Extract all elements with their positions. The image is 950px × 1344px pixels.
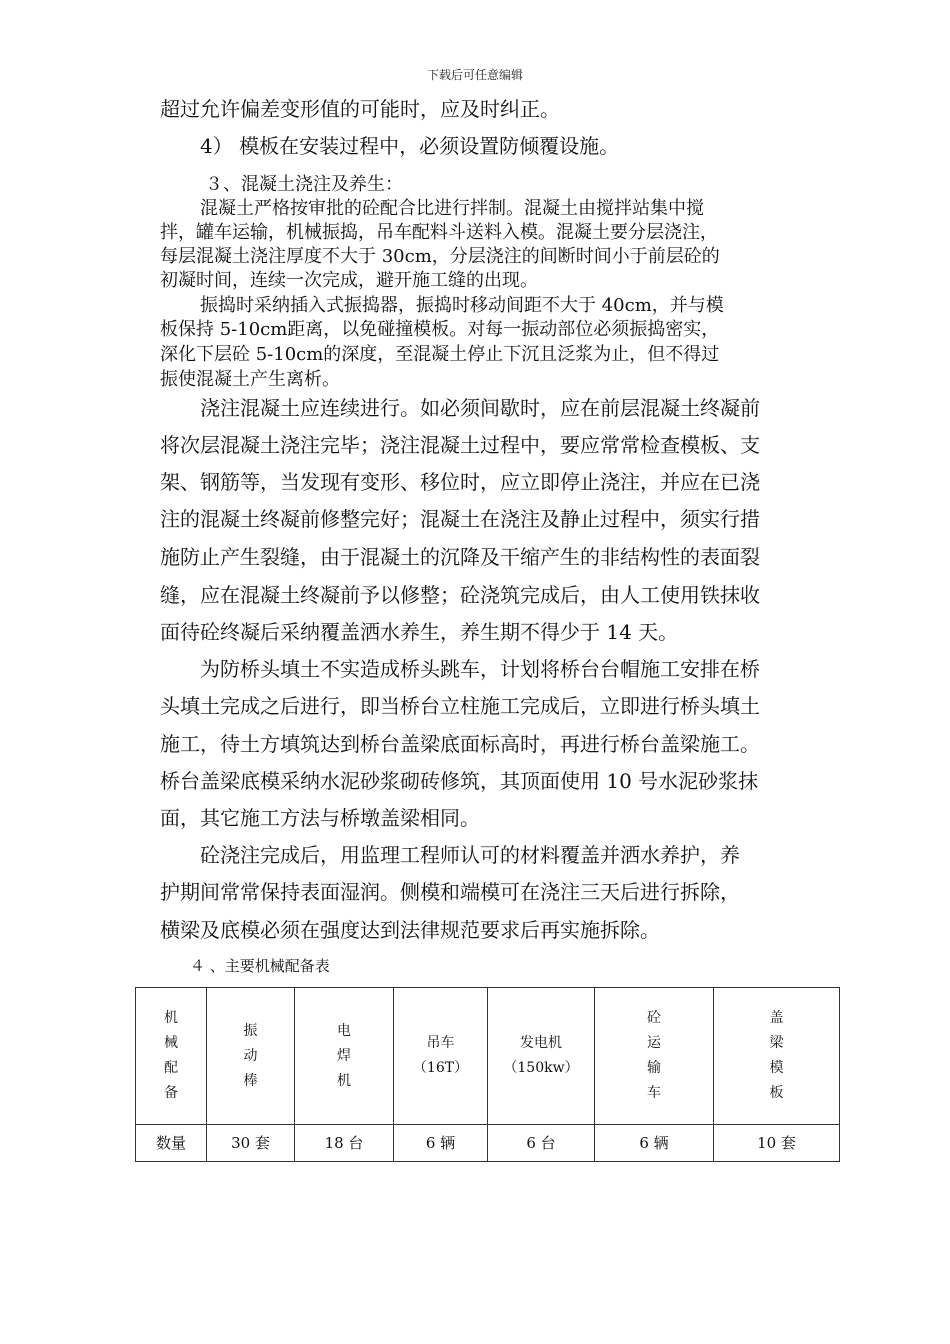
header-cell-vibrator: 振动棒 xyxy=(207,988,295,1125)
table-header-row xyxy=(136,988,840,1125)
section-4-heading: ４ 、主要机械配备表 xyxy=(190,957,330,975)
paragraph-line: 振使混凝土产生离析。 xyxy=(160,369,340,390)
paragraph-line: 浇注混凝土应连续进行。如必须间歇时，应在前层混凝土终凝前 xyxy=(200,396,760,420)
crane-name: 吊车 xyxy=(426,1035,455,1051)
paragraph-line: 桥台盖梁底模采纳水泥砂浆砌砖修筑，其顶面使用 10 号水泥砂浆抹 xyxy=(160,769,759,793)
paragraph-line: 面，其它施工方法与桥墩盖梁相同。 xyxy=(160,806,480,830)
paragraph-line: 头填土完成之后进行，即当桥台立柱施工完成后，立即进行桥头填土 xyxy=(160,694,760,718)
paragraph-line: 缝，应在混凝土终凝前予以修整；砼浇筑完成后，由人工使用铁抹收 xyxy=(160,583,760,607)
qty-concrete-truck: 6 辆 xyxy=(595,1125,714,1162)
paragraph-line: 面待砼终凝后采纳覆盖洒水养生，养生期不得少于 14 天。 xyxy=(160,620,679,644)
page-header: 下载后可任意编辑 xyxy=(426,68,523,82)
paragraph-line: 拌，罐车运输，机械振捣，吊车配料斗送料入模。混凝土要分层浇注， xyxy=(160,222,718,243)
paragraph-line: 护期间常常保持表面湿润。侧模和端模可在浇注三天后进行拆除， xyxy=(160,880,740,904)
paragraph-line: 横梁及底模必须在强度达到法律规范要求后再实施拆除。 xyxy=(160,918,660,942)
section-heading: ３、混凝土浇注及养生： xyxy=(205,174,403,195)
qty-crane: 6 辆 xyxy=(394,1125,488,1162)
paragraph-line: 混凝土严格按审批的砼配合比进行拌制。混凝土由搅拌站集中搅 xyxy=(200,198,704,219)
header-cell-generator xyxy=(488,988,595,1125)
paragraph-line: 板保持 5-10cm距离，以免碰撞模板。对每一振动部位必须振捣密实， xyxy=(160,319,720,340)
generator-name: 发电机 xyxy=(520,1035,562,1051)
paragraph-line: 4） 模板在安装过程中，必须设置防倾覆设施。 xyxy=(200,134,620,158)
crane-spec: （16T） xyxy=(412,1060,469,1076)
paragraph-line: 砼浇注完成后，用监理工程师认可的材料覆盖并洒水养护，养 xyxy=(200,843,740,867)
paragraph-line: 注的混凝土终凝前修整完好；混凝土在浇注及静止过程中，须实行措 xyxy=(160,507,760,531)
qty-vibrator: 30 套 xyxy=(207,1125,295,1162)
paragraph-line: 施工，待土方填筑达到桥台盖梁底面标高时，再进行桥台盖梁施工。 xyxy=(160,732,760,756)
paragraph-line: 施防止产生裂缝，由于混凝土的沉降及干缩产生的非结构性的表面裂 xyxy=(160,545,760,569)
paragraph-line: 架、钢筋等，当发现有变形、移位时，应立即停止浇注，并应在已浇 xyxy=(160,470,760,494)
paragraph-line: 初凝时间，连续一次完成，避开施工缝的出现。 xyxy=(160,270,538,291)
qty-generator: 6 台 xyxy=(488,1125,595,1162)
qty-welder: 18 台 xyxy=(295,1125,394,1162)
header-cell-machinery: 机械配备 xyxy=(136,988,207,1125)
paragraph-line: 深化下层砼 5-10cm的深度，至混凝土停止下沉且泛浆为止，但不得过 xyxy=(160,344,720,365)
paragraph-line: 超过允许偏差变形值的可能时，应及时纠正。 xyxy=(160,97,560,121)
header-cell-concrete-truck: 砼运输车 xyxy=(595,988,714,1125)
paragraph-line: 为防桥头填土不实造成桥头跳车，计划将桥台台帽施工安排在桥 xyxy=(200,657,760,681)
table-row-quantity xyxy=(136,1125,840,1162)
paragraph-line: 振捣时采纳插入式振捣器，振捣时移动间距不大于 40cm，并与模 xyxy=(200,295,724,316)
generator-spec: （150kw） xyxy=(503,1060,579,1076)
header-cell-welder: 电焊机 xyxy=(295,988,394,1125)
header-cell-beam-formwork: 盖梁模板 xyxy=(714,988,840,1125)
qty-beam-formwork: 10 套 xyxy=(714,1125,840,1162)
header-cell-crane xyxy=(394,988,488,1125)
paragraph-line: 每层混凝土浇注厚度不大于 30cm，分层浇注的间断时间小于前层砼的 xyxy=(160,246,720,267)
qty-label: 数量 xyxy=(136,1125,207,1162)
machinery-table xyxy=(135,987,840,1162)
paragraph-line: 将次层混凝土浇注完毕；浇注混凝土过程中，要应常常检查模板、支 xyxy=(160,433,760,457)
